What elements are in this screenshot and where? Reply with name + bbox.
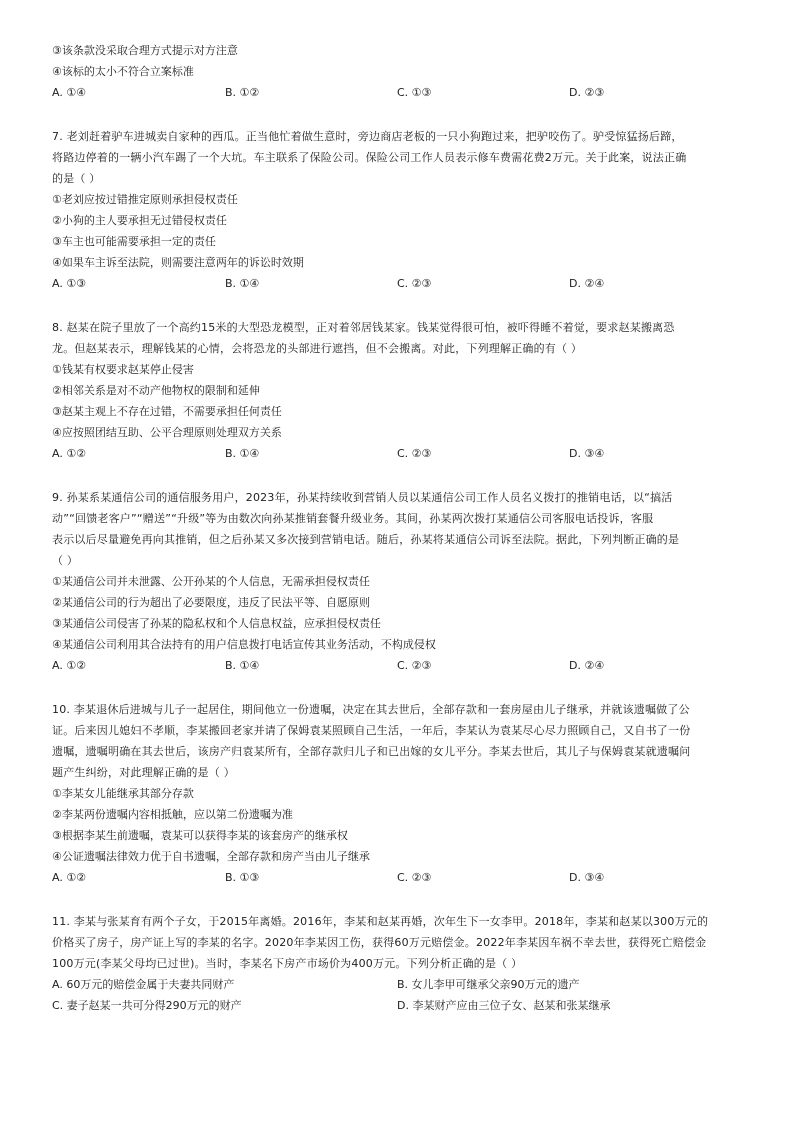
question-7 [52,126,742,294]
statement-4: ④该标的太小不符合立案标准 [52,65,194,78]
option-c[interactable]: C. ②③ [397,277,432,290]
option-a[interactable]: A. ①③ [52,277,87,290]
statement-2: ②相邻关系是对不动产他物权的限制和延伸 [52,384,260,397]
answer-options-row-2 [52,995,742,1016]
answer-options [52,82,742,103]
option-b[interactable]: B. 女儿李甲可继承父亲90万元的遗产 [397,978,580,991]
statement-2: ②李某两份遗嘱内容相抵触，应以第二份遗嘱为准 [52,808,293,821]
answer-options [52,443,742,464]
option-d[interactable]: D. 李某财产应由三位子女、赵某和张某继承 [397,999,611,1012]
statement-1: ①李某女儿能继承其部分存款 [52,787,194,800]
statement-1: ①某通信公司并未泄露、公开孙某的个人信息，无需承担侵权责任 [52,575,370,588]
statement-3: ③车主也可能需要承担一定的责任 [52,235,216,248]
question-stem-line: 龙。但赵某表示，理解钱某的心情，会将恐龙的头部进行遮挡，但不会搬离。对此，下列理解正确的有（ ） [52,342,583,355]
option-c[interactable]: C. ①③ [397,86,432,99]
option-c[interactable]: C. ②③ [397,447,432,460]
option-a[interactable]: A. ①② [52,659,87,672]
question-stem-line: 动”“回馈老客户”“赠送”“升级”等为由数次向孙某推销套餐升级业务。其间，孙某两次拨打某通信公司客服电话投诉，客服 [52,512,654,525]
option-d[interactable]: D. ②③ [569,86,605,99]
statement-1: ①老刘应按过错推定原则承担侵权责任 [52,193,238,206]
answer-options-row-1 [52,974,742,995]
statement-3: ③赵某主观上不存在过错，不需要承担任何责任 [52,405,282,418]
statement-2: ②小狗的主人要承担无过错侵权责任 [52,214,227,227]
option-c[interactable]: C. ②③ [397,659,432,672]
question-6-tail [52,40,742,103]
question-stem-line: 价格买了房子，房产证上写的李某的名字。2020年李某因工伤，获得60万元赔偿金。2022年李某因车祸不幸去世，获得死亡赔偿金 [52,936,707,949]
option-d[interactable]: D. ③④ [569,447,605,460]
question-stem-line: 10. 李某退休后进城与儿子一起居住，期间他立一份遗嘱，决定在其去世后，全部存款和一套房屋由儿子继承，并就该遗嘱做了公 [52,703,690,716]
question-stem-line: 遗嘱，遗嘱明确在其去世后，该房产归袁某所有，全部存款归儿子和已出嫁的女儿平分。李某去世后，其儿子与保姆袁某就遗嘱问 [52,745,691,758]
question-stem-line: 题产生纠纷，对此理解正确的是（ ） [52,766,235,779]
statement-2: ②某通信公司的行为超出了必要限度，违反了民法平等、自愿原则 [52,596,370,609]
option-b[interactable]: B. ①④ [225,277,260,290]
option-b[interactable]: B. ①④ [225,659,260,672]
question-stem-line: 证。后来因儿媳妇不孝顺，李某搬回老家并请了保姆袁某照顾自己生活，一年后，李某认为袁某尽心尽力照顾自己，又自书了一份 [52,724,691,737]
option-d[interactable]: D. ③④ [569,871,605,884]
question-stem-line: 100万元(李某父母均已过世)。当时，李某名下房产市场价为400万元。下列分析正确的是（ ） [52,957,523,970]
answer-options [52,867,742,888]
question-stem-line: 9. 孙某系某通信公司的通信服务用户，2023年，孙某持续收到营销人员以某通信公司工作人员名义拨打的推销电话，以“搞活 [52,491,673,504]
statement-4: ④应按照团结互助、公平合理原则处理双方关系 [52,426,282,439]
question-11 [52,911,742,1016]
question-9 [52,487,742,676]
statement-3: ③某通信公司侵害了孙某的隐私权和个人信息权益，应承担侵权责任 [52,617,381,630]
question-stem-line: 11. 李某与张某育有两个子女，于2015年离婚。2016年，李某和赵某再婚，次年生下一女李甲。2018年，李某和赵某以300万元的 [52,915,709,928]
question-stem-line: 表示以后尽量避免再向其推销，但之后孙某又多次接到营销电话。随后，孙某将某通信公司诉至法院。据此，下列判断正确的是 [52,533,680,546]
option-a[interactable]: A. 60万元的赔偿金属于夫妻共同财产 [52,978,235,991]
statement-3: ③该条款没采取合理方式提示对方注意 [52,44,238,57]
option-a[interactable]: A. ①④ [52,86,87,99]
option-b[interactable]: B. ①③ [225,871,260,884]
statement-4: ④某通信公司利用其合法持有的用户信息拨打电话宣传其业务活动，不构成侵权 [52,638,436,651]
answer-options [52,655,742,676]
answer-options [52,273,742,294]
question-stem-line: 将路边停着的一辆小汽车踢了一个大坑。车主联系了保险公司。保险公司工作人员表示修车费需花费2万元。关于此案，说法正确 [52,151,687,164]
question-stem-line: 的是（ ） [52,172,101,185]
option-a[interactable]: A. ①② [52,871,87,884]
statement-4: ④公证遗嘱法律效力优于自书遗嘱，全部存款和房产当由儿子继承 [52,850,370,863]
question-stem-line: 8. 赵某在院子里放了一个高约15米的大型恐龙模型，正对着邻居钱某家。钱某觉得很可怕，被吓得睡不着觉，要求赵某搬离恐 [52,321,675,334]
option-b[interactable]: B. ①④ [225,447,260,460]
option-d[interactable]: D. ②④ [569,277,605,290]
question-stem-line: 7. 老刘赶着驴车进城卖自家种的西瓜。正当他忙着做生意时，旁边商店老板的一只小狗跑过来，把驴咬伤了。驴受惊猛扬后蹄， [52,130,683,143]
statement-1: ①钱某有权要求赵某停止侵害 [52,363,194,376]
statement-3: ③根据李某生前遗嘱，袁某可以获得李某的该套房产的继承权 [52,829,348,842]
question-stem-line: （ ） [52,554,79,567]
option-a[interactable]: A. ①② [52,447,87,460]
exam-page [52,40,742,1016]
question-10 [52,699,742,888]
question-8 [52,317,742,464]
option-b[interactable]: B. ①② [225,86,260,99]
option-c[interactable]: C. 妻子赵某一共可分得290万元的财产 [52,999,242,1012]
option-c[interactable]: C. ②③ [397,871,432,884]
option-d[interactable]: D. ②④ [569,659,605,672]
statement-4: ④如果车主诉至法院，则需要注意两年的诉讼时效期 [52,256,304,269]
